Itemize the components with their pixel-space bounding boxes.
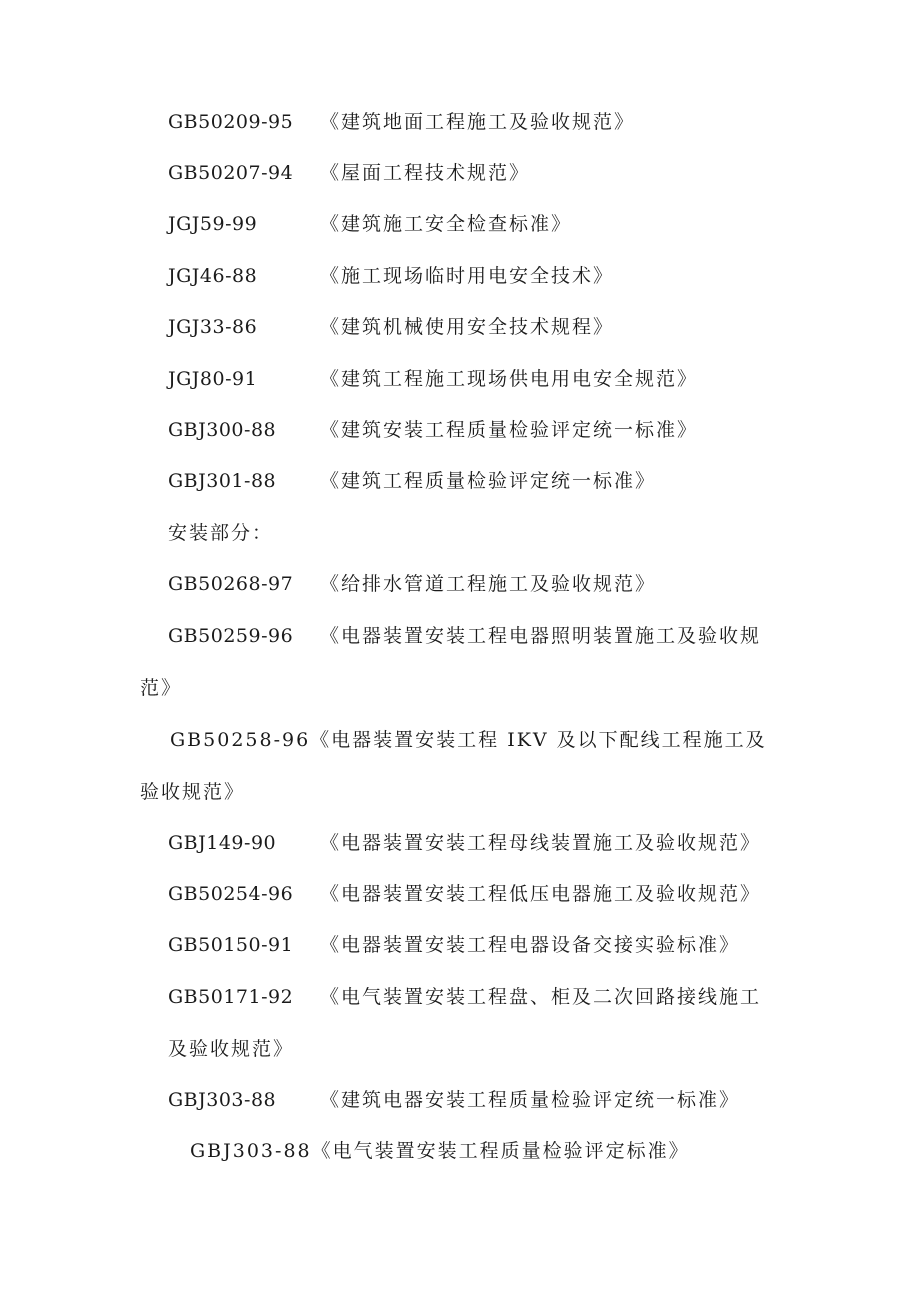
standard-title: 《电器装置安装工程电器设备交接实验标准》	[320, 934, 741, 956]
standard-title: 《建筑电器安装工程质量检验评定统一标准》	[320, 1089, 741, 1111]
standard-full-line: GB50258-96《电器装置安装工程 IKV 及以下配线工程施工及	[170, 729, 767, 751]
standard-code: GB50209-95	[168, 111, 294, 133]
standard-title-continuation: 验收规范》	[140, 781, 246, 803]
standard-title: 《施工现场临时用电安全技术》	[320, 265, 615, 287]
standard-code: GB50259-96	[168, 625, 294, 647]
standard-code: GB50268-97	[168, 573, 294, 595]
standard-code: GBJ303-88	[168, 1089, 277, 1111]
standard-title: 《建筑施工安全检查标准》	[320, 213, 573, 235]
standard-code: GB50171-92	[168, 986, 294, 1008]
standard-full-line: GBJ303-88《电气装置安装工程质量检验评定标准》	[190, 1140, 690, 1162]
standard-code: JGJ80-91	[168, 368, 258, 390]
standard-code: JGJ59-99	[168, 213, 258, 235]
standard-title: 《电器装置安装工程母线装置施工及验收规范》	[320, 832, 762, 854]
standard-title: 《屋面工程技术规范》	[320, 162, 531, 184]
section-heading: 安装部分：	[168, 522, 274, 544]
standard-title-continuation: 及验收规范》	[168, 1038, 295, 1060]
standard-code: GB50254-96	[168, 883, 294, 905]
standard-code: GB50150-91	[168, 934, 294, 956]
standard-title: 《建筑工程质量检验评定统一标准》	[320, 470, 657, 492]
standard-title: 《电器装置安装工程电器照明装置施工及验收规	[320, 625, 762, 647]
standard-title-continuation: 范》	[140, 677, 183, 699]
standard-code: GBJ300-88	[168, 419, 277, 441]
standard-code: JGJ33-86	[168, 316, 258, 338]
standard-code: JGJ46-88	[168, 265, 258, 287]
standard-code: GBJ149-90	[168, 832, 277, 854]
standard-code: GB50207-94	[168, 162, 294, 184]
standard-title: 《给排水管道工程施工及验收规范》	[320, 573, 657, 595]
standard-title: 《建筑工程施工现场供电用电安全规范》	[320, 368, 699, 390]
standard-title: 《电器装置安装工程低压电器施工及验收规范》	[320, 883, 762, 905]
standard-title: 《建筑机械使用安全技术规程》	[320, 316, 615, 338]
standard-title: 《建筑安装工程质量检验评定统一标准》	[320, 419, 699, 441]
standard-code: GBJ301-88	[168, 470, 277, 492]
standard-title: 《电气装置安装工程盘、柜及二次回路接线施工	[320, 986, 762, 1008]
standard-title: 《建筑地面工程施工及验收规范》	[320, 111, 636, 133]
